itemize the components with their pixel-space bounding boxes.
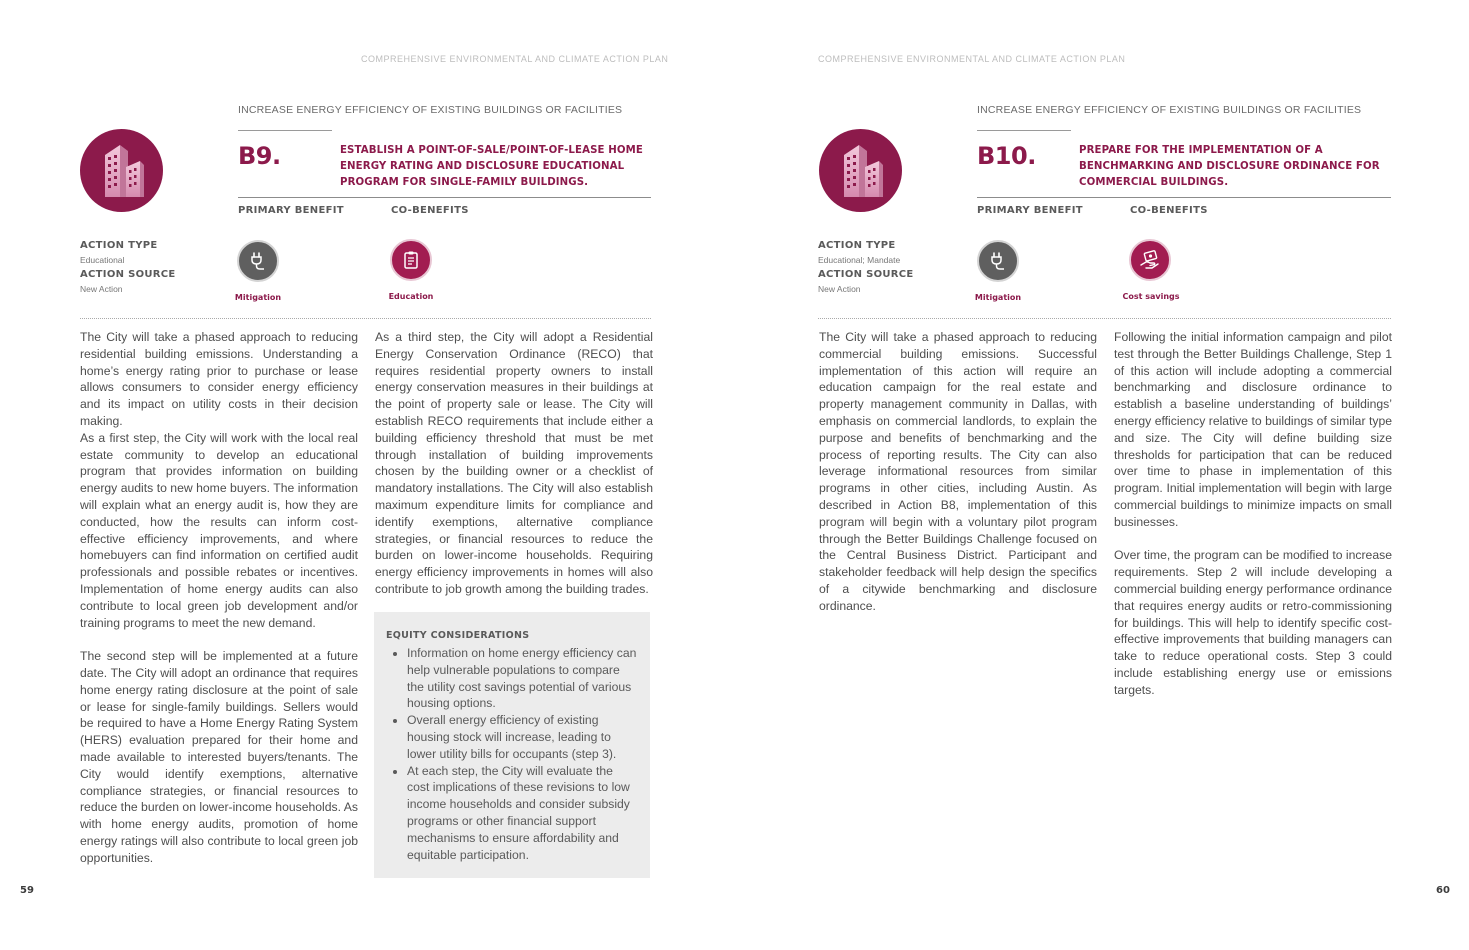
primary-benefit-label: PRIMARY BENEFIT — [238, 205, 344, 216]
clipboard-icon — [390, 239, 432, 281]
co-benefits-label: CO-BENEFITS — [1130, 205, 1208, 216]
paragraph: The City will take a phased approach to reducing residential building emissions. Understanding a home’s energy rating prior to purchase or lease allows consumers to consider energy efficiency and its impact on utility costs in their decision making. — [80, 330, 358, 428]
equity-considerations-box — [374, 612, 650, 878]
primary-benefit-name: Mitigation — [234, 293, 282, 302]
action-source-value: New Action — [80, 284, 123, 294]
paragraph: As a first step, the City will work with the local real estate community to develop an educational program that provides information on building energy audits to new home buyers. The information will explain what an energy audit is, how they are conducted, how the results can inform cost-effective efficiency improvements, and where homebuyers can find information on certified audit professionals and possible rebates or incentives. Implementation of home energy audits can also contribute to local green job development and/or training programs to meet the new demand. — [80, 430, 358, 630]
short-divider — [238, 130, 332, 131]
action-source-value: New Action — [818, 284, 861, 294]
running-head: COMPREHENSIVE ENVIRONMENTAL AND CLIMATE ACTION PLAN — [361, 54, 669, 64]
co-benefits-label: CO-BENEFITS — [391, 205, 469, 216]
dotted-divider — [818, 318, 1391, 319]
paragraph: Following the initial information campaign and pilot test through the Better Buildings Challenge, Step 1 of this action will include adopting a commercial benchmarking and disclosure ordinance to establish a baseline understanding of buildings’ energy efficiency relative to buildings of similar type and size. The City will define building size thresholds for participation that can be reduced over time to phase in implementation of this program. Initial implementation will begin with large commercial buildings to minimize impacts on small businesses. — [1114, 330, 1392, 529]
action-number: B10. — [977, 142, 1036, 170]
category-heading: INCREASE ENERGY EFFICIENCY OF EXISTING BUILDINGS OR FACILITIES — [977, 104, 1362, 116]
body-column-1 — [80, 329, 358, 867]
plug-icon — [977, 240, 1019, 282]
body-column-2 — [1114, 329, 1392, 699]
plug-icon — [237, 240, 279, 282]
category-heading: INCREASE ENERGY EFFICIENCY OF EXISTING BUILDINGS OR FACILITIES — [238, 104, 623, 116]
action-type-label: ACTION TYPE — [80, 240, 158, 251]
page-number: 59 — [20, 885, 34, 896]
equity-title: EQUITY CONSIDERATIONS — [386, 630, 530, 641]
dotted-divider — [80, 318, 651, 319]
action-number: B9. — [238, 142, 281, 170]
paragraph: As a third step, the City will adopt a Residential Energy Conservation Ordinance (RECO) that requires residential property owners to install energy conservation measures in their buildings at the point of property sale or lease. The City will establish RECO requirements that include either a building efficiency threshold that must be met through installation of building improvements chosen by the building owner or a checklist of mandatory installations. The City will also establish maximum expenditure limits for compliance and identify exemptions, alternative compliance strategies, or financial resources to reduce the burden on lower-income households. Requiring energy efficiency improvements in homes will also contribute to job growth among the building trades. — [375, 330, 653, 596]
co-benefit-name: Education — [388, 292, 434, 301]
action-title: PREPARE FOR THE IMPLEMENTATION OF A BENCHMARKING AND DISCLOSURE ORDINANCE FOR COMMERCIAL BUILDINGS. — [1079, 145, 1380, 188]
primary-benefit-name: Mitigation — [974, 293, 1022, 302]
paragraph: Over time, the program can be modified to increase requirements. Step 2 will include developing a commercial building energy performance ordinance that requires energy audits or retro-commissioning for buildings. This will help to identify specific cost-effective improvements that building managers can take to reduce operational costs. Step 3 could include establishing energy use or emissions targets. — [1114, 548, 1392, 697]
body-column-2 — [375, 329, 653, 598]
header-divider — [977, 197, 1391, 198]
building-icon — [80, 129, 163, 212]
co-benefit-name: Cost savings — [1122, 292, 1180, 301]
action-type-value: Educational — [80, 255, 125, 265]
header-divider — [238, 197, 651, 198]
action-title: ESTABLISH A POINT-OF-SALE/POINT-OF-LEASE HOME ENERGY RATING AND DISCLOSURE EDUCATIONAL PROGRAM FOR SINGLE-FAMILY BUILDINGS. — [340, 145, 643, 188]
action-type-value: Educational; Mandate — [818, 255, 901, 265]
list-item: • Overall energy efficiency of existing housing stock will increase, leading to lower utility bills for occupants (step 3). — [407, 712, 638, 762]
short-divider — [977, 130, 1071, 131]
action-source-label: ACTION SOURCE — [818, 269, 914, 280]
building-icon — [819, 129, 902, 212]
paragraph: The second step will be implemented at a future date. The City will adopt an ordinance that requires home energy rating disclosure at the point of sale or lease for single-family buildings. Sellers would be required to have a Home Energy Rating System (HERS) evaluation prepared for their home and made available to interested buyers/tenants. The City would identify exemptions, alternative compliance strategies, or financial resources to reduce the burden on lower-income households. As with home energy audits, promotion of home energy ratings will also contribute to local green job opportunities. — [80, 649, 358, 865]
running-head: COMPREHENSIVE ENVIRONMENTAL AND CLIMATE ACTION PLAN — [818, 54, 1126, 64]
primary-benefit-label: PRIMARY BENEFIT — [977, 205, 1083, 216]
list-item: • At each step, the City will evaluate the cost implications of these revisions to low income households and consider subsidy programs or other financial support mechanisms to ensure affordability and equitable participation. — [407, 763, 638, 864]
list-item: • Information on home energy efficiency can help vulnerable populations to compare the utility cost savings potential of various housing options. — [407, 645, 638, 712]
body-column-1 — [819, 329, 1097, 615]
paragraph: The City will take a phased approach to reducing commercial building emissions. Successful implementation of this action will require an education campaign for the real estate and property management community in Dallas, with emphasis on commercial landlords, to explain the purpose and benefits of benchmarking and the process of reporting results. The City can also leverage informational resources from similar programs in other cities, including Austin. As described in Action B8, implementation of this program will begin with a voluntary pilot program through the Better Buildings Challenge focused on the Central Business District. Participant and stakeholder feedback will help design the specifics of a citywide benchmarking and disclosure ordinance. — [819, 330, 1097, 613]
page-number: 60 — [1436, 885, 1450, 896]
equity-list — [386, 645, 638, 863]
action-source-label: ACTION SOURCE — [80, 269, 176, 280]
money-hand-icon — [1129, 239, 1171, 281]
action-type-label: ACTION TYPE — [818, 240, 896, 251]
